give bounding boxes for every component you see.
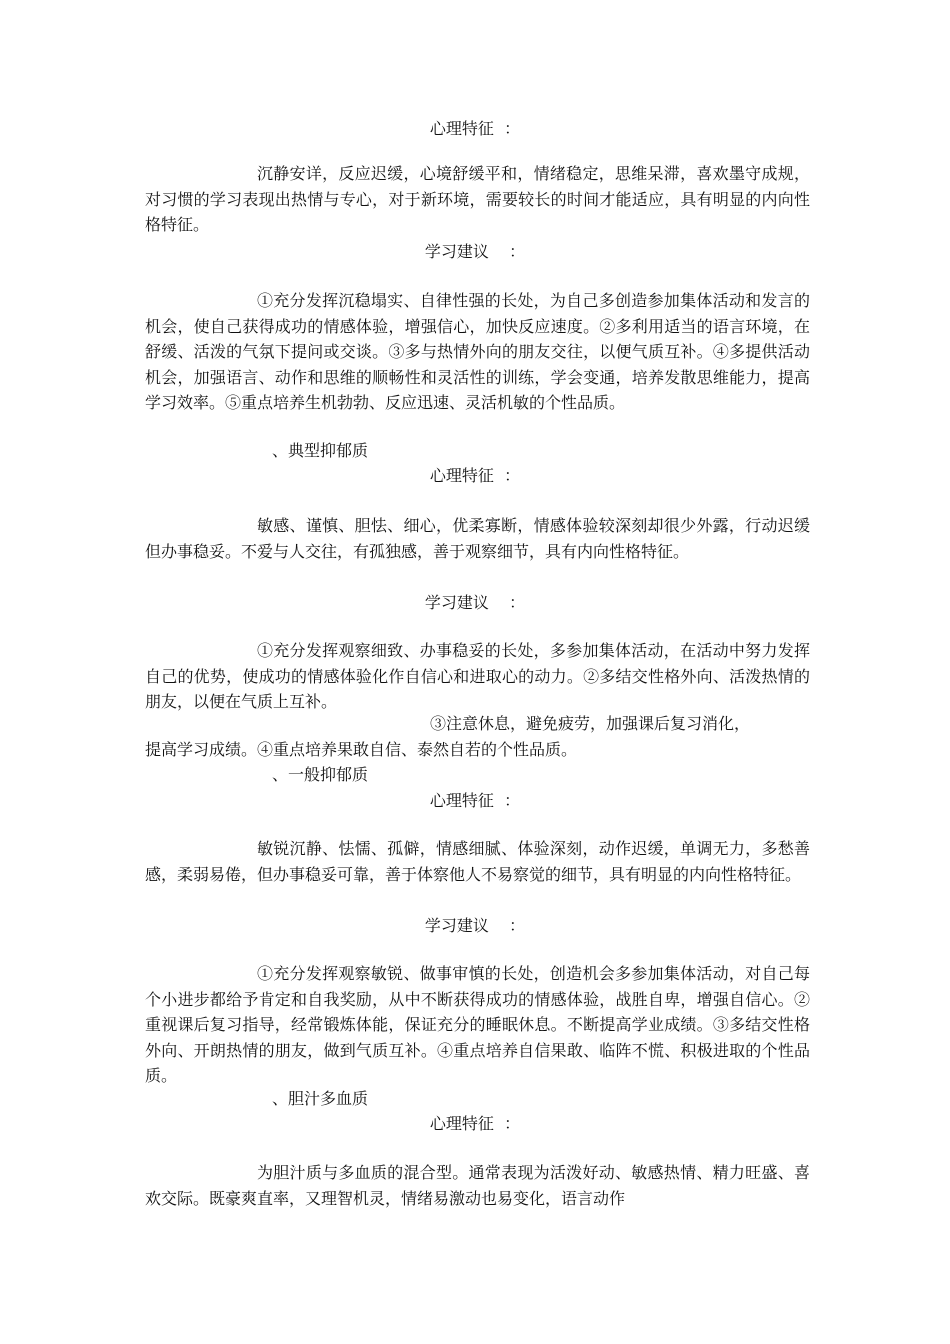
paragraph-psych-traits-4: 为胆汁质与多血质的混合型。通常表现为活泼好动、敏感热情、精力旺盛、喜欢交际。既豪爽直率，又理智机灵，情绪易激动也易变化，语言动作 [145,1163,810,1208]
paragraph-study-advice-2b-line2: 提高学习成绩。④重点培养果敢自信、泰然自若的个性品质。 [145,740,578,759]
paragraph-study-advice-3: ①充分发挥观察敏锐、做事审慎的长处，创造机会多参加集体活动，对自己每个小进步都给予肯定和自我奖励，从中不断获得成功的情感体验，战胜自卑，增强自信心。②重视课后复习指导，经常锻炼体能，保证充分的睡眠休息。不断提高学业成绩。③多结交性格外向、开朗热情的朋友，做到气质互补。④重点培养自信果敢、临阵不慌、积极进取的个性品质。 [145,964,810,1085]
heading-psych-traits-1: 心理特征 ： [429,119,521,138]
subheading-choleric-sanguine: 、胆汁多血质 [272,1089,369,1108]
paragraph-study-advice-2a: ①充分发挥观察细致、办事稳妥的长处，多参加集体活动，在活动中努力发挥自己的优势，使成功的情感体验化作自信心和进取心的动力。②多结交性格外向、活泼热情的朋友，以便在气质上互补。 [145,641,810,711]
paragraph-psych-traits-1: 沉静安详，反应迟缓，心境舒缓平和，情绪稳定，思维呆滞，喜欢墨守成规，对习惯的学习表现出热情与专心，对于新环境，需要较长的时间才能适应，具有明显的内向性格特征。 [145,164,810,234]
subheading-typical-melancholic: 、典型抑郁质 [272,441,369,460]
heading-study-advice-1: 学习建议 ： [424,242,526,261]
subheading-general-melancholic: 、一般抑郁质 [272,765,369,784]
paragraph-psych-traits-3: 敏锐沉静、怯懦、孤僻，情感细腻、体验深刻，动作迟缓，单调无力，多愁善感，柔弱易倦，但办事稳妥可靠，善于体察他人不易察觉的细节，具有明显的内向性格特征。 [145,839,810,884]
paragraph-study-advice-1: ①充分发挥沉稳塌实、自律性强的长处，为自己多创造参加集体活动和发言的机会，使自己获得成功的情感体验，增强信心，加快反应速度。②多利用适当的语言环境，在舒缓、活泼的气氛下提问或交谈。③多与热情外向的朋友交往，以便气质互补。④多提供活动机会，加强语言、动作和思维的顺畅性和灵活性的训练，学会变通，培养发散思维能力，提高学习效率。⑤重点培养生机勃勃、反应迅速、灵活机敏的个性品质。 [145,291,810,412]
heading-psych-traits-4: 心理特征 ： [429,1114,521,1133]
heading-psych-traits-3: 心理特征 ： [429,791,521,810]
heading-study-advice-2: 学习建议 ： [424,593,526,612]
paragraph-study-advice-2b-line1: ③注意休息，避免疲劳，加强课后复习消化， [430,714,751,733]
paragraph-psych-traits-2: 敏感、谨慎、胆怯、细心，优柔寡断，情感体验较深刻却很少外露，行动迟缓但办事稳妥。不爱与人交往，有孤独感，善于观察细节，具有内向性格特征。 [145,516,810,561]
heading-study-advice-3: 学习建议 ： [424,916,526,935]
heading-psych-traits-2: 心理特征 ： [429,466,521,485]
